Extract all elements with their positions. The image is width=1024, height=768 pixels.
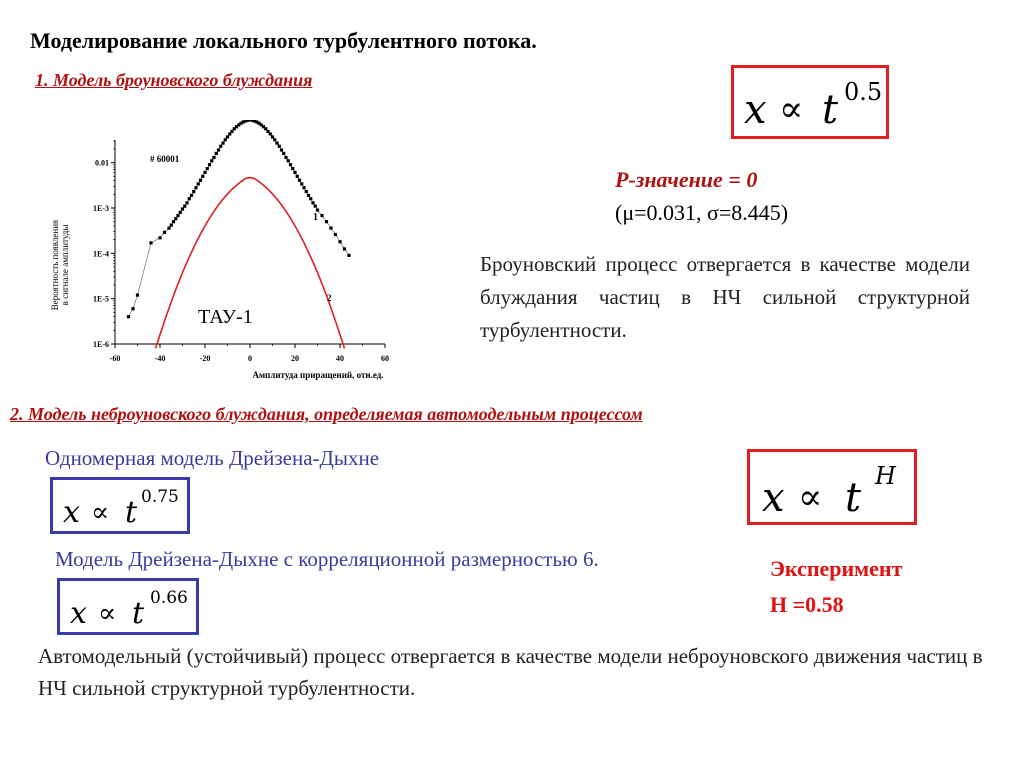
chart-point [190,194,193,197]
model2-label: Модель Дрейзена-Дыхне с корреляционной размерностью 6. [55,547,599,571]
chart-point [206,167,209,170]
formula-brownian-box [731,65,889,139]
formula-var-t: t [125,495,138,530]
chart-point [320,214,323,217]
formula-exponent: 0.66 [150,588,188,608]
formula-var-t: t [822,87,839,133]
chart-point [192,190,195,193]
chart-series-label-2: 2 [327,293,332,303]
section1-heading: 1. Модель броуновского блуждания [35,70,313,90]
chart-point [217,148,220,151]
formula-var-t: t [845,475,862,521]
formula-var-x: x [63,495,80,530]
chart-point [170,223,173,226]
chart-point [224,138,227,141]
chart-x-tick-label: 0 [248,354,252,363]
chart-series-label-1: 1 [313,212,318,223]
chart-y-tick-label: 1E-3 [93,204,109,213]
chart-point [278,145,281,148]
experiment-value: H =0.58 [770,592,844,617]
chart-point [219,145,222,148]
experiment-label: Эксперимент [770,556,903,581]
chart-point [309,197,312,200]
chart-point [302,186,305,189]
chart-point [296,175,299,178]
chart-point [183,205,186,208]
chart-point [174,217,177,220]
chart-point [311,201,314,204]
formula-dreizen-box [50,477,190,534]
chart-point [221,142,224,145]
chart-point [210,159,213,162]
chart-point [163,231,166,234]
chart-point [197,182,200,185]
chart-point [284,156,287,159]
params-text: (μ=0.031, σ=8.445) [615,200,789,225]
chart-point [289,163,292,166]
chart-point [136,293,139,296]
chart-point [307,194,310,197]
chart-x-tick-label: -20 [199,354,211,363]
chart-point [194,186,197,189]
chart-point [300,182,303,185]
chart-point [293,171,296,174]
chart-point [185,201,188,204]
chart-point [338,240,341,243]
chart-point [275,142,278,145]
chart-point [271,135,274,138]
chart-y-tick-label: 1E-4 [93,249,109,259]
chart-point [172,220,175,223]
formula-var-x: x [70,596,87,631]
section2-heading: 2. Модель неброуновского блуждания, определяемая автомодельным процессом [10,404,643,424]
chart-xlabel: Амплитуда приращений, отн.ед. [252,370,384,380]
chart-point [343,247,346,250]
chart-point [314,205,317,208]
chart-point [325,220,328,223]
formula-var-x: x [744,87,767,133]
formula-exponent: 0.75 [141,487,179,507]
chart-y-tick-label: 1E-5 [93,294,109,304]
chart-ylabel-line1: Вероятность появления [50,219,60,311]
chart-x-tick-label: -60 [109,354,121,363]
formula-exponent: H [875,462,896,490]
brownian-conclusion: Броуновский процесс отвергается в качестве модели блуждания частиц в НЧ сильной структурной турбулентности. [480,252,970,342]
probability-distribution-chart [40,120,400,390]
chart-point [226,135,229,138]
formula-dreizen-corr-box [57,578,199,635]
formula-var-x: x [762,475,785,521]
chart-point [212,156,215,159]
formula-var-t: t [132,596,145,631]
chart-point [269,132,272,135]
formula-hurst-box [747,449,917,525]
chart-point [282,152,285,155]
chart-point [305,190,308,193]
chart-point [176,214,179,217]
formula-proportional-symbol: ∝ [91,497,110,528]
formula-proportional-symbol: ∝ [798,477,823,518]
chart-point [329,227,332,230]
formula-proportional-symbol: ∝ [779,89,804,130]
chart-point [291,167,294,170]
chart-point [179,211,182,214]
chart-y-tick-label: 0.01 [95,158,109,168]
chart-point [280,148,283,151]
chart-point [273,138,276,141]
page-title: Моделирование локального турбулентного потока. [30,28,537,53]
chart-point [167,227,170,230]
chart-overlay-label: ТАУ-1 [198,306,253,328]
chart-point [149,241,152,244]
chart-point [298,179,301,182]
chart-x-tick-label: 40 [336,354,344,363]
chart-y-tick-label: 1E-6 [93,340,109,349]
chart-point [215,152,218,155]
chart-x-tick-label: 20 [291,354,299,363]
chart-point [127,315,130,318]
chart-point [158,236,161,239]
chart-annotation: # 60001 [150,154,180,164]
chart-point [131,307,134,310]
chart-x-tick-label: -40 [154,354,166,363]
chart-point [287,159,290,162]
chart-point [208,163,211,166]
formula-proportional-symbol: ∝ [98,598,117,629]
chart-point [334,233,337,236]
chart-point [181,207,184,210]
model1-label: Одномерная модель Дрейзена-Дыхне [45,446,380,470]
chart-axes [93,140,389,363]
formula-exponent: 0.5 [844,78,883,106]
chart-point [199,179,202,182]
chart-ylabel-line2: в сигнале амплитуды [60,224,70,306]
p-value-text: P-значение = 0 [615,167,758,192]
chart-point [347,254,350,257]
chart-point [188,197,191,200]
chart-point [203,171,206,174]
chart-x-tick-label: 60 [381,354,389,363]
self-similar-conclusion: Автомодельный (устойчивый) процесс отвергается в качестве модели неброуновского движения частиц в НЧ сильной структурной турбулентности. [38,644,983,700]
chart-point [201,175,204,178]
